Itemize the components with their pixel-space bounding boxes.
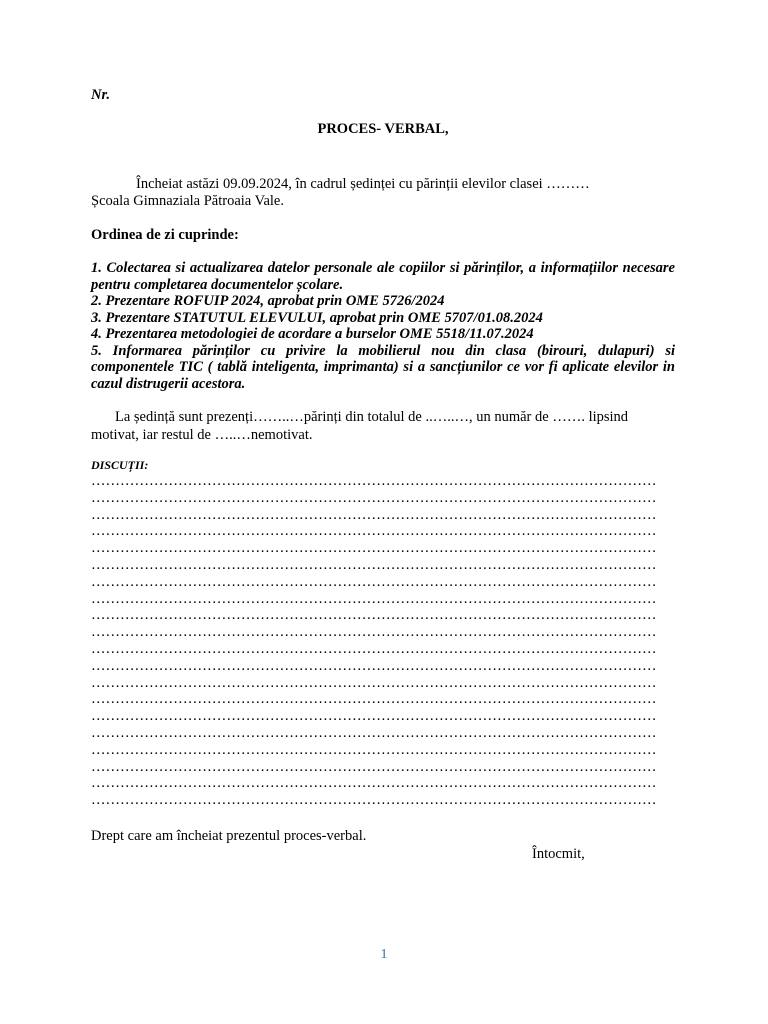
intro-paragraph (91, 176, 675, 210)
attendance-text: La ședință sunt prezenți……..…părinți din totalul de ..…..…, un număr de ……. lipsind motivat, iar restul de …..…nemotivat. (91, 409, 629, 443)
agenda-item: 5. Informarea părinților cu privire la mobilierul nou din clasa (birouri, dulapuri) si componentele TIC ( tablă inteligenta, imprimanta) si a sancțiunilor ce vor fi aplicate elevilor in cazul distrugerii acestora. (91, 342, 675, 392)
signature-label: Întocmit, (532, 845, 585, 862)
document-body (91, 86, 675, 863)
discussion-line: ……………………………………………………………………………………………………… (91, 573, 657, 590)
discussion-line: ……………………………………………………………………………………………………… (91, 792, 657, 809)
discussion-line: ……………………………………………………………………………………………………… (91, 775, 657, 792)
intro-line-2: Școala Gimnaziala Pătroaia Vale. (91, 193, 284, 209)
discussion-lines (91, 473, 675, 809)
discussion-line: ……………………………………………………………………………………………………… (91, 691, 657, 708)
agenda-item: 2. Prezentare ROFUIP 2024, aprobat prin OME 5726/2024 (91, 293, 445, 309)
discussion-line: ……………………………………………………………………………………………………… (91, 657, 657, 674)
discussion-line: ……………………………………………………………………………………………………… (91, 556, 657, 573)
discussion-line: ……………………………………………………………………………………………………… (91, 590, 657, 607)
discussion-line: ……………………………………………………………………………………………………… (91, 758, 657, 775)
discussion-line: ……………………………………………………………………………………………………… (91, 489, 657, 506)
discussion-line: ……………………………………………………………………………………………………… (91, 607, 657, 624)
discussion-line: ……………………………………………………………………………………………………… (91, 724, 657, 741)
agenda-item: 3. Prezentare STATUTUL ELEVULUI, aprobat prin OME 5707/01.08.2024 (91, 309, 543, 326)
discussion-line: ……………………………………………………………………………………………………… (91, 506, 657, 523)
agenda-list (91, 260, 675, 392)
agenda-heading: Ordinea de zi cuprinde: (91, 227, 239, 243)
discussion-label: DISCUȚII: (91, 458, 149, 472)
discussion-line: ……………………………………………………………………………………………………… (91, 674, 657, 691)
discussion-line: ……………………………………………………………………………………………………… (91, 523, 657, 540)
closing-text: Drept care am încheiat prezentul proces-verbal. (91, 827, 367, 844)
intro-line-1: Încheiat astăzi 09.09.2024, în cadrul ședinței cu părinții elevilor clasei ……… (136, 176, 590, 192)
document-number-label: Nr. (91, 87, 110, 103)
page-number: 1 (380, 947, 388, 962)
discussion-line: ……………………………………………………………………………………………………… (91, 708, 657, 725)
document-title: PROCES- VERBAL, (317, 121, 449, 137)
discussion-line: ……………………………………………………………………………………………………… (91, 473, 657, 489)
discussion-line: ……………………………………………………………………………………………………… (91, 540, 657, 557)
agenda-item: 1. Colectarea si actualizarea datelor personale ale copiilor si părinților, a informațiilor necesare pentru completarea documentelor școlare. (91, 260, 675, 293)
agenda-item: 4. Prezentarea metodologiei de acordare a burselor OME 5518/11.07.2024 (91, 326, 534, 342)
discussion-line: ……………………………………………………………………………………………………… (91, 741, 657, 758)
discussion-line: ……………………………………………………………………………………………………… (91, 624, 657, 641)
attendance-paragraph (91, 408, 675, 444)
discussion-line: ……………………………………………………………………………………………………… (91, 640, 657, 657)
